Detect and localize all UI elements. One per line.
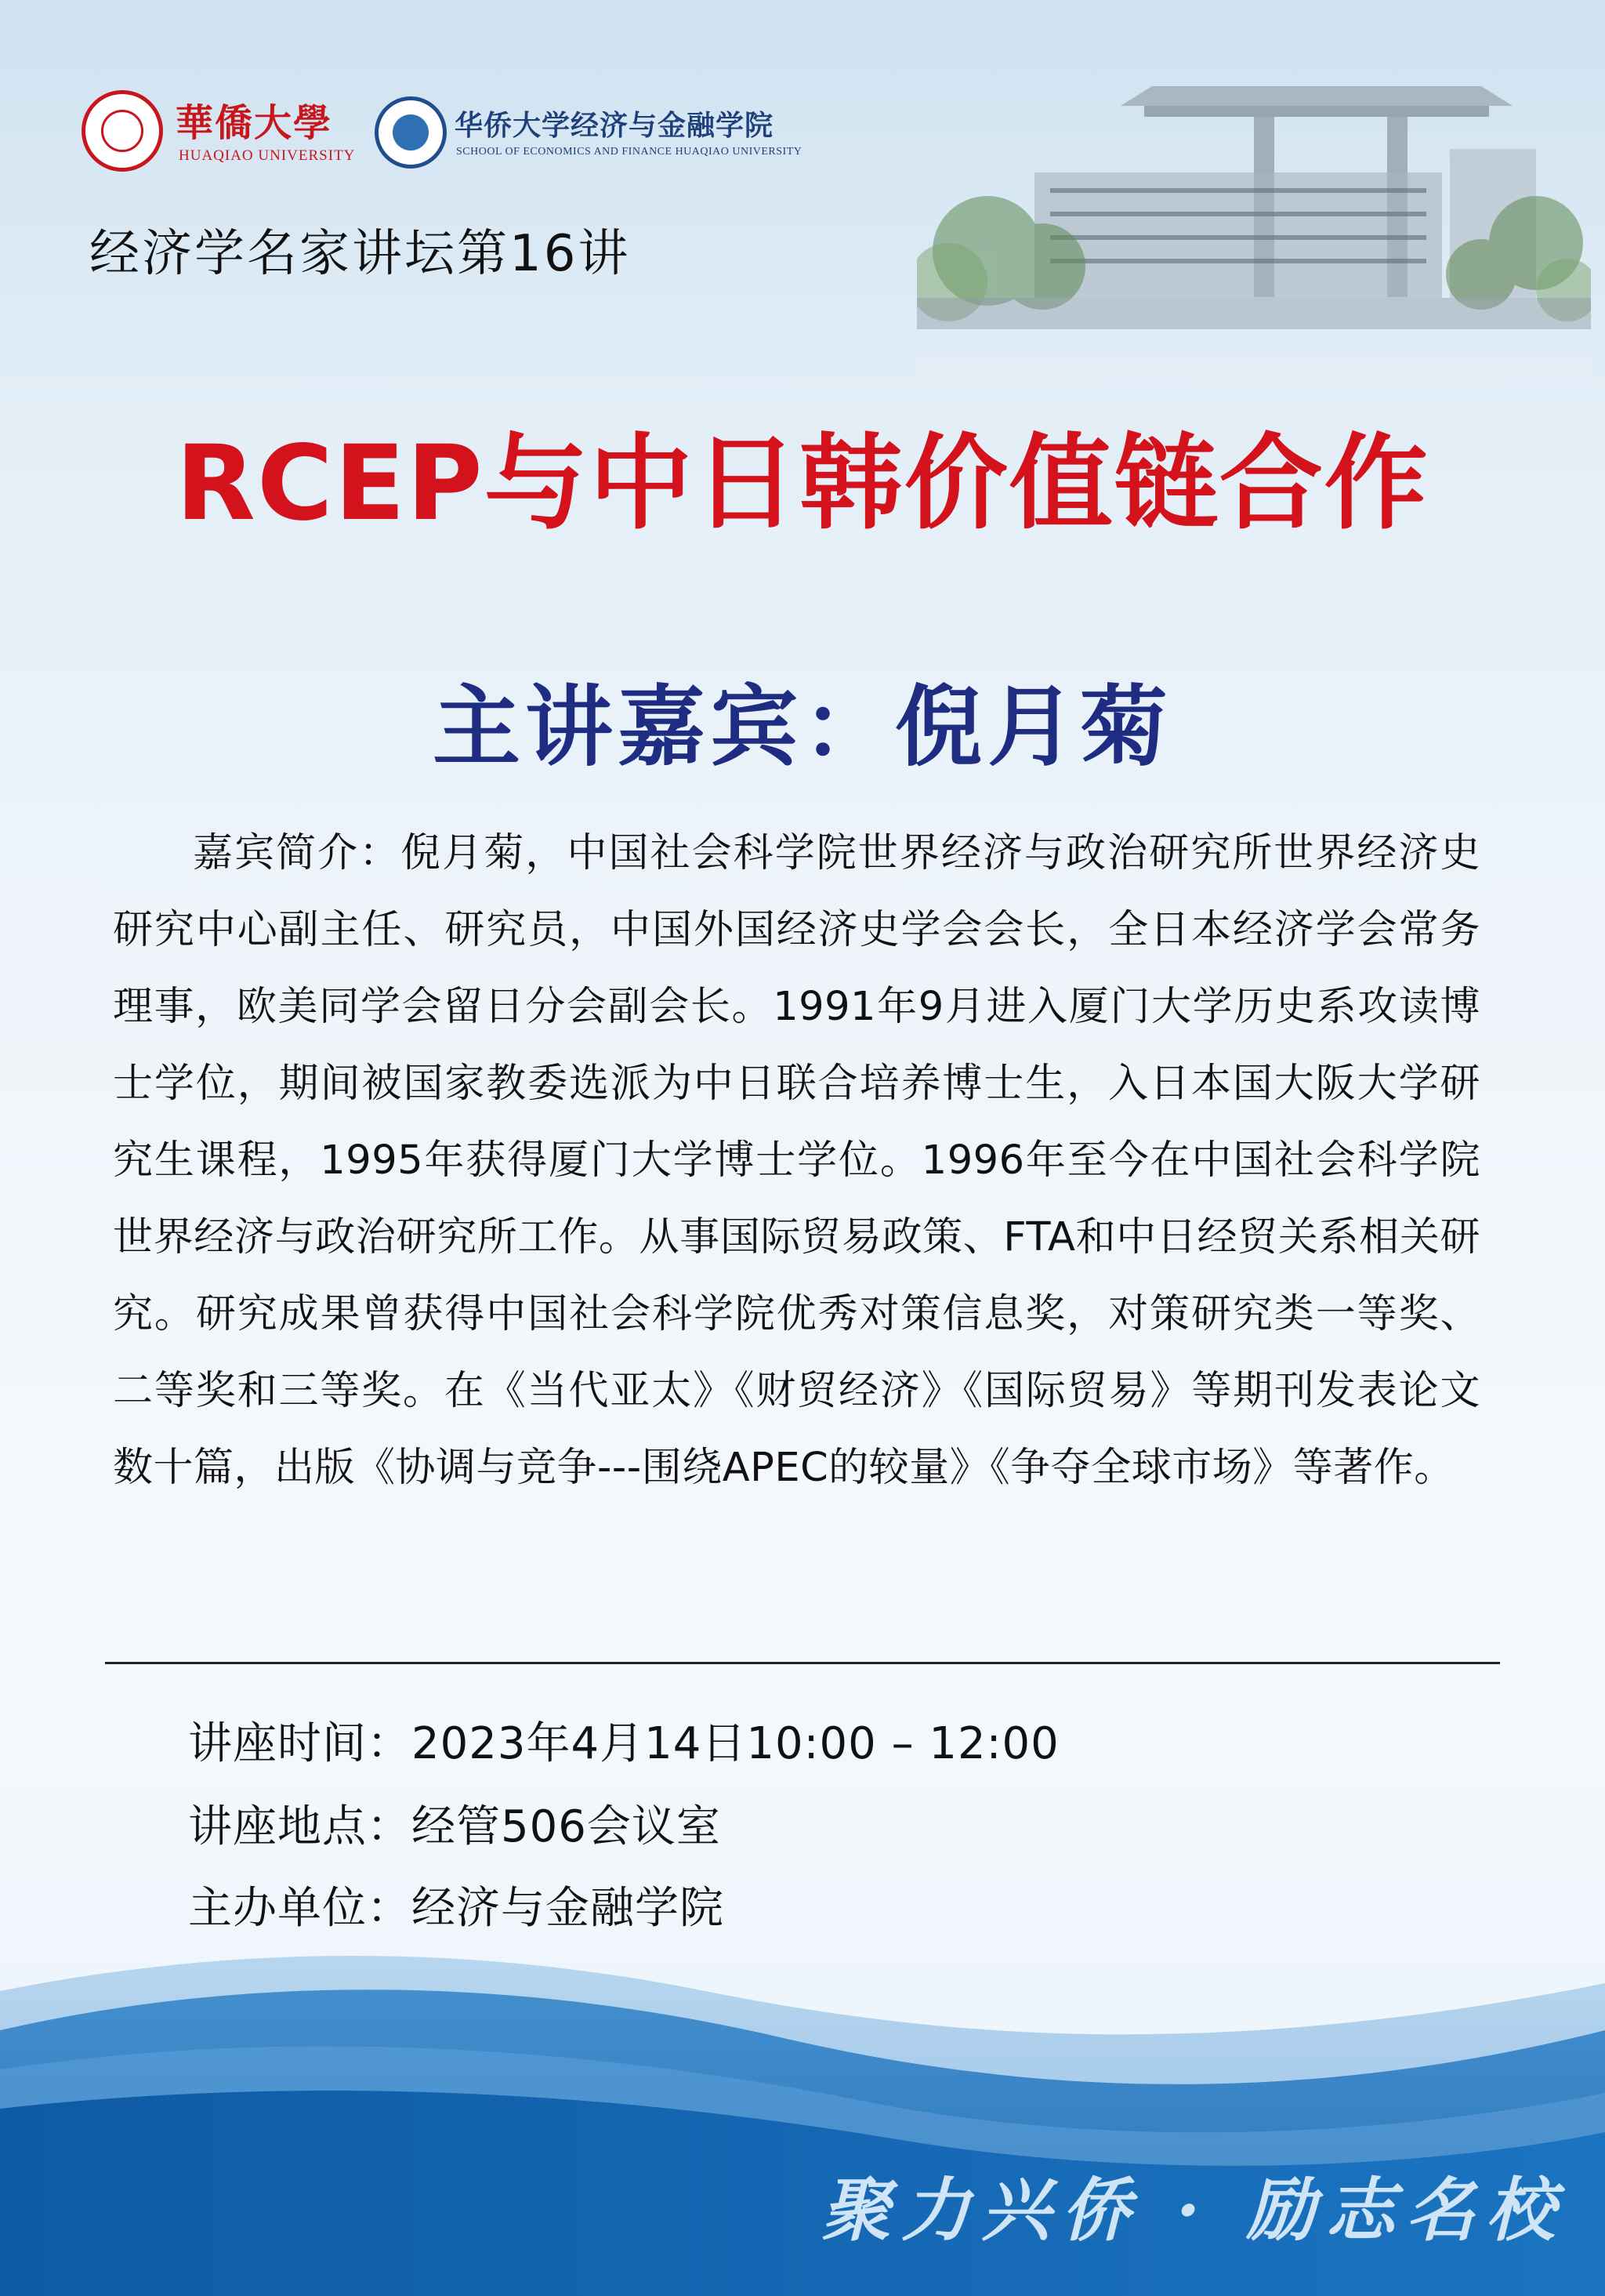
school-name-en: SCHOOL OF ECONOMICS AND FINANCE HUAQIAO UNIVERSITY (456, 146, 802, 158)
speaker-line: 主讲嘉宾：倪月菊 (433, 676, 1172, 778)
university-name-en: HUAQIAO UNIVERSITY (179, 147, 356, 164)
huaqiao-university-seal-icon (82, 90, 163, 172)
lecture-venue: 讲座地点：经管506会议室 (188, 1801, 721, 1852)
lecture-title: RCEP与中日韩价值链合作 (176, 423, 1429, 544)
section-divider (105, 1662, 1500, 1664)
speaker-bio: 嘉宾简介：倪月菊，中国社会科学院世界经济与政治研究所世界经济史研究中心副主任、研究员，中国外国经济史学会会长，全日本经济学会常务理事，欧美同学会留日分会副会长。1991年9月进入厦门大学历史系攻读博士学位，期间被国家教委选派为中日联合培养博士生，入日本国大阪大学研究生课程，1995年获得厦门大学博士学位。1996年至今在中国社会科学院世界经济与政治研究所工作。从事国际贸易政策、FTA和中日经贸关系相关研究。研究成果曾获得中国社会科学院优秀对策信息奖，对策研究类一等奖、二等奖和三等奖。在《当代亚太》《财贸经济》《国际贸易》等期刊发表论文数十篇，出版《协调与竞争---围绕APEC的较量》《争夺全球市场》等著作。 (113, 830, 1480, 1491)
lecture-organizer: 主办单位：经济与金融学院 (188, 1883, 724, 1934)
school-emblem-icon (375, 96, 447, 169)
university-name-cn: 華僑大學 (176, 101, 333, 145)
university-slogan: 聚力兴侨 · 励志名校 (821, 2169, 1566, 2251)
lecture-series-heading: 经济学名家讲坛第16讲 (89, 225, 631, 283)
lecture-time: 讲座时间：2023年4月14日10:00 – 12:00 (188, 1718, 1060, 1769)
campus-building-illustration (917, 31, 1591, 376)
school-name-cn: 华侨大学经济与金融学院 (455, 109, 774, 142)
